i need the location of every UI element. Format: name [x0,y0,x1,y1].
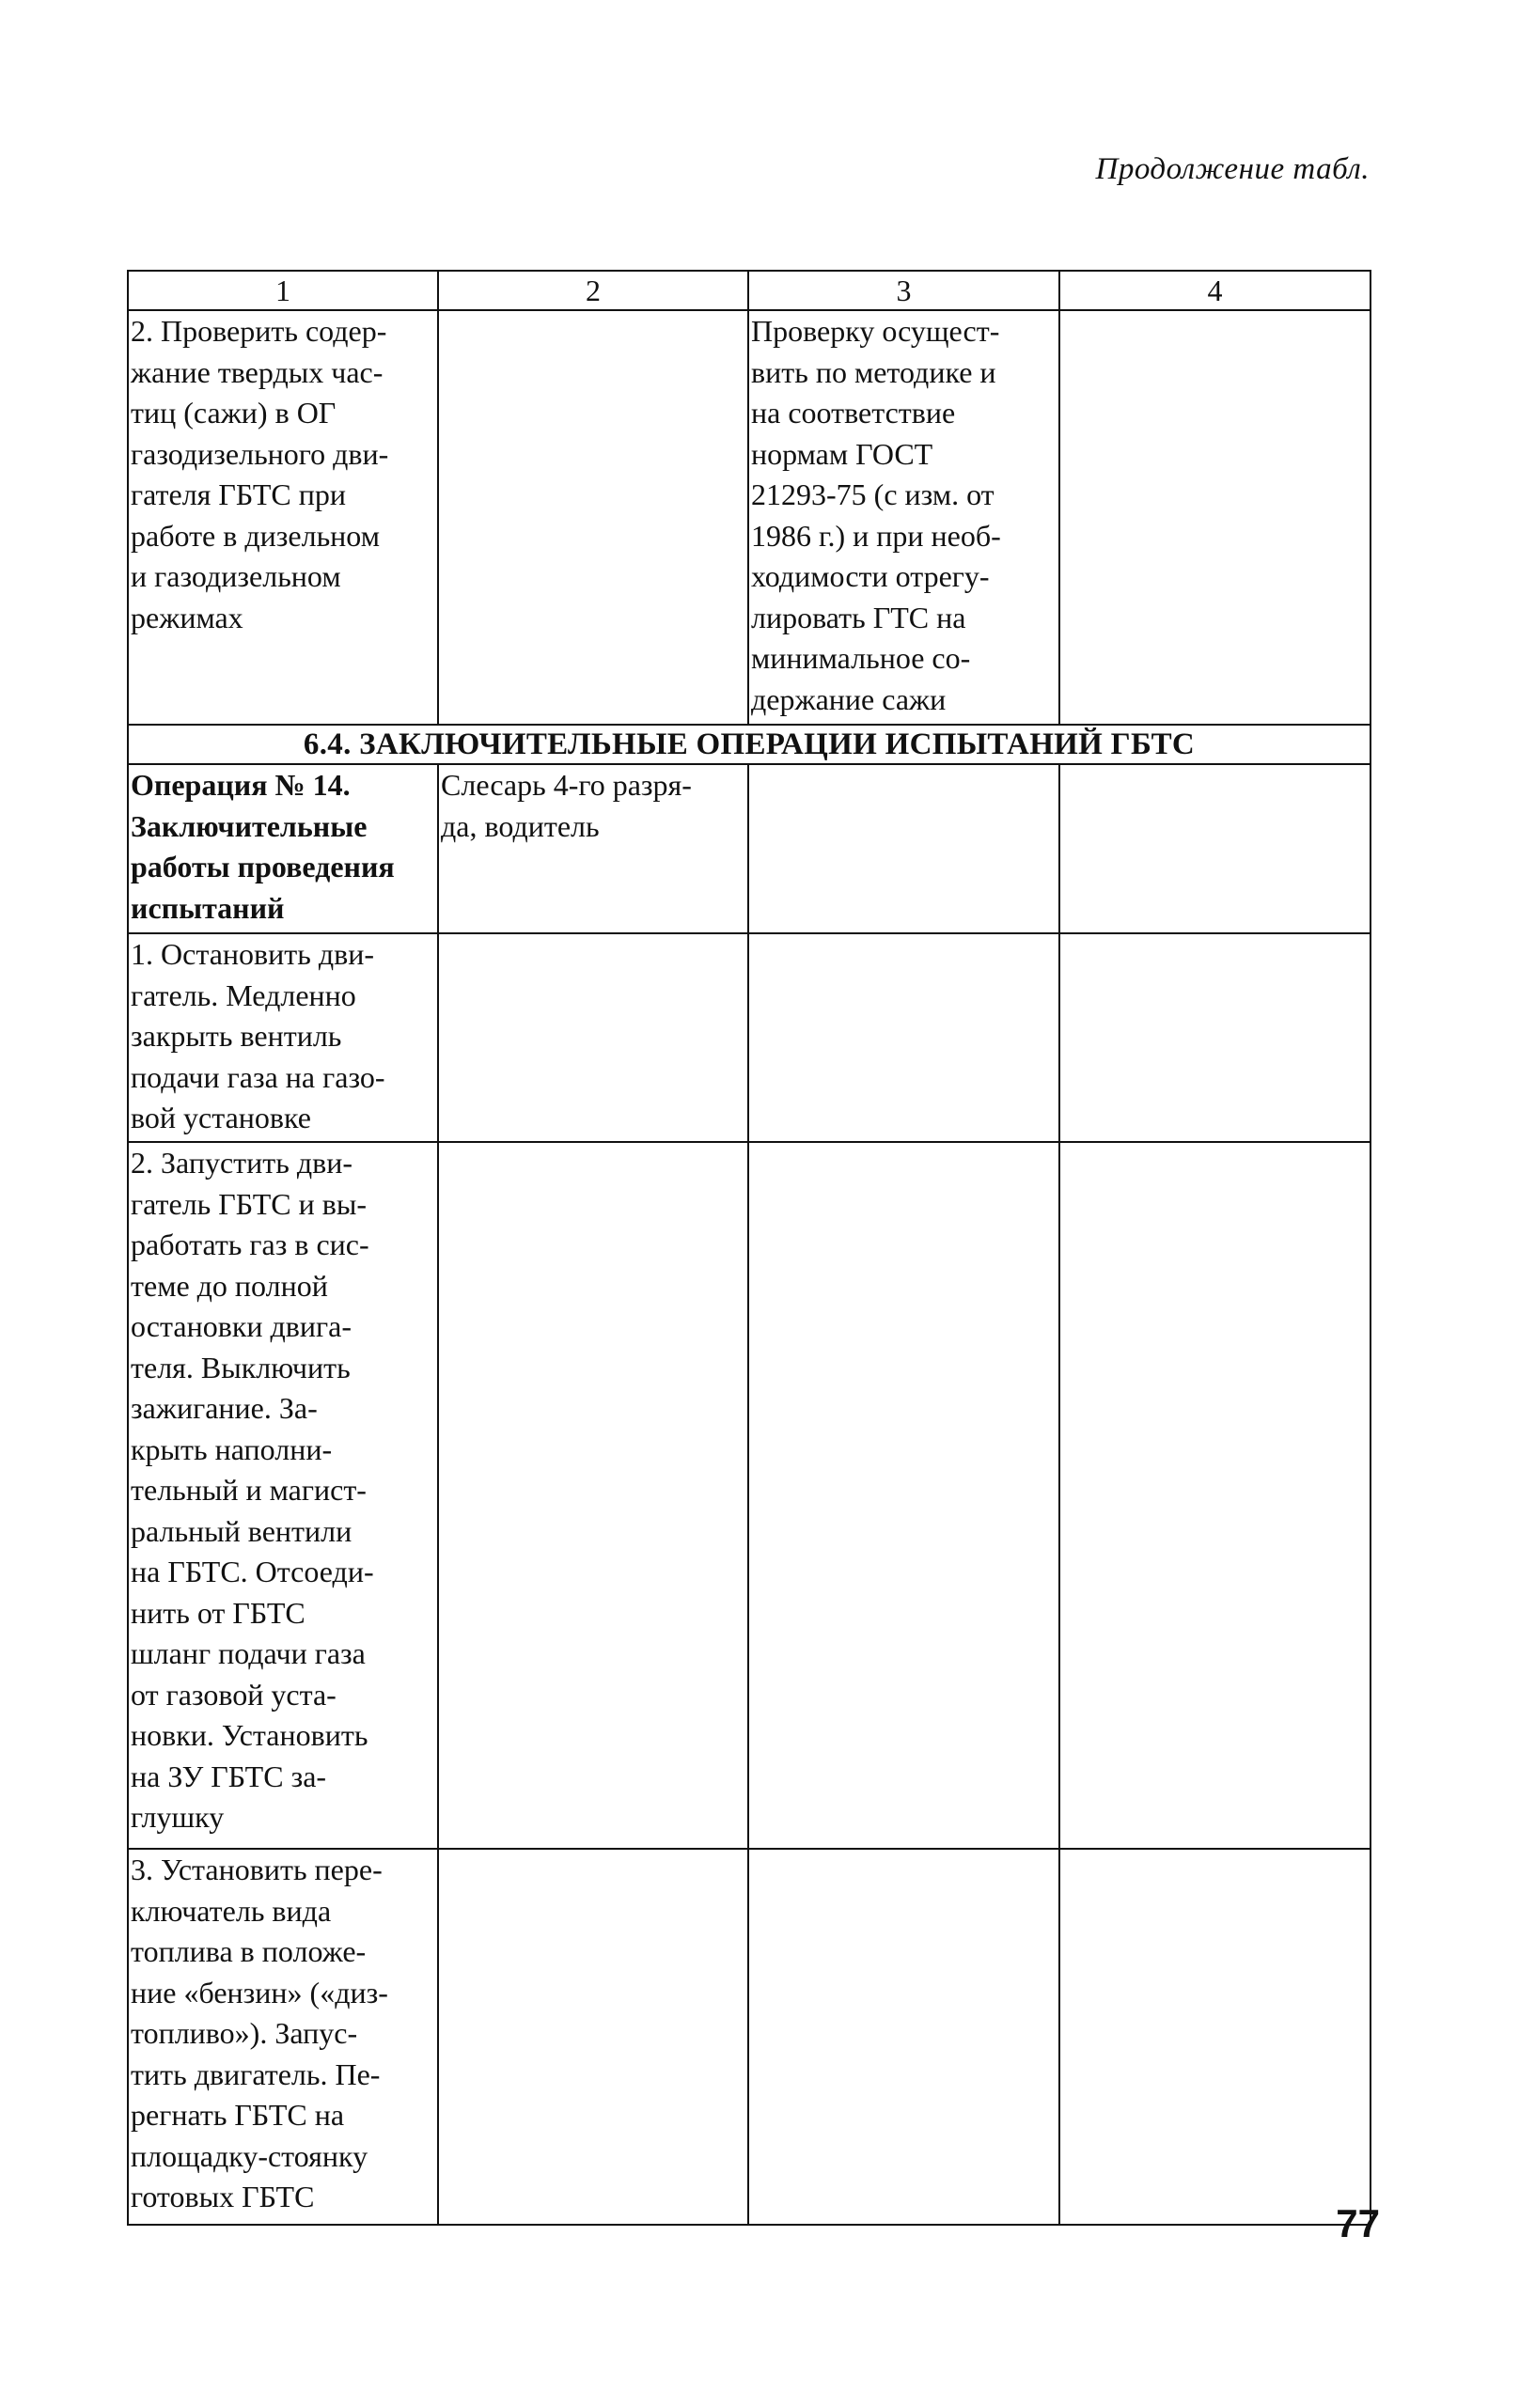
table-row [128,764,1371,933]
step-description: 2. Запустить дви- гатель ГБТС и вы- работать газ в сис- теме до полной остановки двига- теля. Выключить зажигание. За- крыть наполни- тельный и магист- ральный вентили на ГБТС. Отсоеди- нить от ГБТС шланг подачи газа от газовой уста- новки. Установить на ЗУ ГБТС за- глушку [128,1142,438,1849]
notes-cell [748,764,1059,933]
table-row [128,310,1371,725]
performer-cell [438,310,748,725]
column-4-cell [1059,310,1371,725]
table-row [128,933,1371,1142]
notes-cell [748,933,1059,1142]
column-number-row [128,271,1371,310]
column-number-2: 2 [438,271,748,310]
performer-cell [438,1142,748,1849]
performer-cell [438,1849,748,2225]
performer-cell: Слесарь 4-го разря- да, водитель [438,764,748,933]
operations-table [127,270,1371,2226]
notes-cell: Проверку осущест- вить по методике и на соответствие нормам ГОСТ 21293-75 (с изм. от 1986 г.) и при необ- ходимости отрегу- лировать ГТС на минимальное со- держание сажи [748,310,1059,725]
column-4-cell [1059,1142,1371,1849]
operation-title: Операция № 14. Заключительные работы проведения испытаний [128,764,438,933]
notes-cell [748,1849,1059,2225]
column-number-3: 3 [748,271,1059,310]
column-4-cell [1059,764,1371,933]
performer-cell [438,933,748,1142]
section-title: 6.4. ЗАКЛЮЧИТЕЛЬНЫЕ ОПЕРАЦИИ ИСПЫТАНИЙ ГБТС [128,725,1371,764]
continuation-label: Продолжение табл. [1095,152,1370,186]
step-description: 1. Остановить дви- гатель. Медленно закрыть вентиль подачи газа на газо- вой установке [128,933,438,1142]
section-row [128,725,1371,764]
column-number-4: 4 [1059,271,1371,310]
column-4-cell [1059,933,1371,1142]
step-description: 2. Проверить содер- жание твердых час- тиц (сажи) в ОГ газодизельного дви- гателя ГБТС при работе в дизельном и газодизельном режимах [128,310,438,725]
table-row [128,1849,1371,2225]
page-number: 77 [1336,2201,1380,2245]
step-description: 3. Установить пере- ключатель вида топлива в положе- ние «бензин» («диз- топливо»). Запус- тить двигатель. Пе- регнать ГБТС на площадку-стоянку готовых ГБТС [128,1849,438,2225]
column-4-cell [1059,1849,1371,2225]
column-number-1: 1 [128,271,438,310]
table-row [128,1142,1371,1849]
notes-cell [748,1142,1059,1849]
